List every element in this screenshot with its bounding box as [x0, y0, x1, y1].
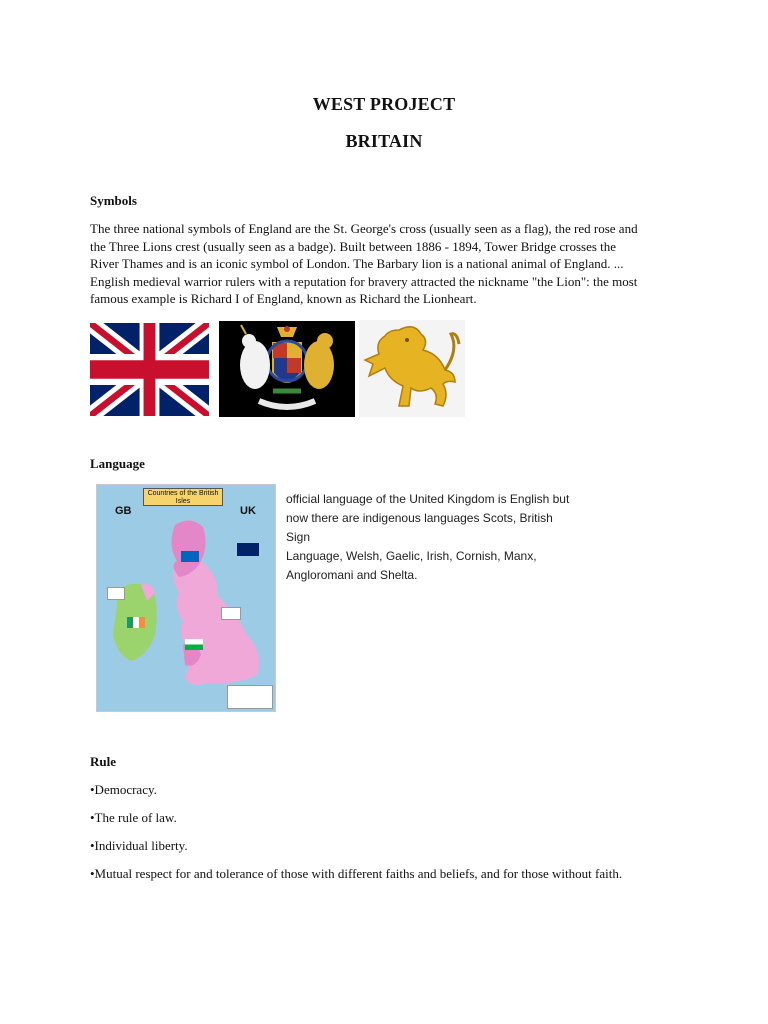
map-legend-box — [227, 685, 273, 709]
rule-item: •Democracy. — [90, 782, 157, 797]
page-title: WEST PROJECT — [312, 94, 456, 114]
royal-coat-of-arms-image — [219, 321, 355, 417]
map-uk-label: UK — [240, 505, 256, 517]
heraldic-lion-image — [359, 320, 465, 417]
map-ireland-flag-icon — [127, 617, 145, 628]
map-scotland-flag-icon — [181, 551, 199, 562]
page-subtitle: BRITAIN — [345, 131, 423, 151]
language-line: official language of the United Kingdom is English but — [286, 492, 570, 506]
symbols-paragraph — [90, 220, 680, 308]
language-line: Angloromani and Shelta. — [286, 568, 418, 582]
map-gb-label: GB — [115, 505, 132, 517]
symbols-line: The three national symbols of England are the St. George's cross (usually seen as a flag), the red rose and — [90, 221, 638, 236]
map-flag-icon — [107, 587, 125, 600]
british-isles-map-image — [96, 484, 276, 712]
union-jack-flag-image — [90, 323, 209, 416]
rule-item: •Mutual respect for and tolerance of those with different faiths and beliefs, and for those without faith. — [90, 866, 623, 881]
symbols-line: River Thames and is an iconic symbol of London. The Barbary lion is a national animal of England. ... — [90, 256, 624, 272]
map-uk-flag-icon — [237, 543, 259, 556]
rule-item: •Individual liberty. — [90, 838, 188, 853]
map-title: Countries of the British Isles — [143, 488, 223, 506]
symbols-line: famous example is Richard I of England, known as Richard the Lionheart. — [90, 291, 477, 307]
map-england-flag-icon — [221, 607, 241, 620]
map-wales-flag-icon — [185, 639, 203, 650]
language-paragraph — [286, 490, 576, 585]
language-line: now there are indigenous languages Scots, British Sign — [286, 511, 553, 544]
symbols-heading: Symbols — [90, 193, 137, 208]
rule-item: •The rule of law. — [90, 810, 177, 825]
symbols-line: English medieval warrior rulers with a reputation for bravery attracted the nickname "the Lion": the most — [90, 273, 638, 289]
language-heading: Language — [90, 456, 145, 471]
language-line: Language, Welsh, Gaelic, Irish, Cornish, Manx, — [286, 549, 537, 563]
symbols-line: the Three Lions crest (usually seen as a badge). Built between 1886 - 1894, Tower Bridge crosses the — [90, 238, 617, 254]
rule-heading: Rule — [90, 754, 116, 769]
